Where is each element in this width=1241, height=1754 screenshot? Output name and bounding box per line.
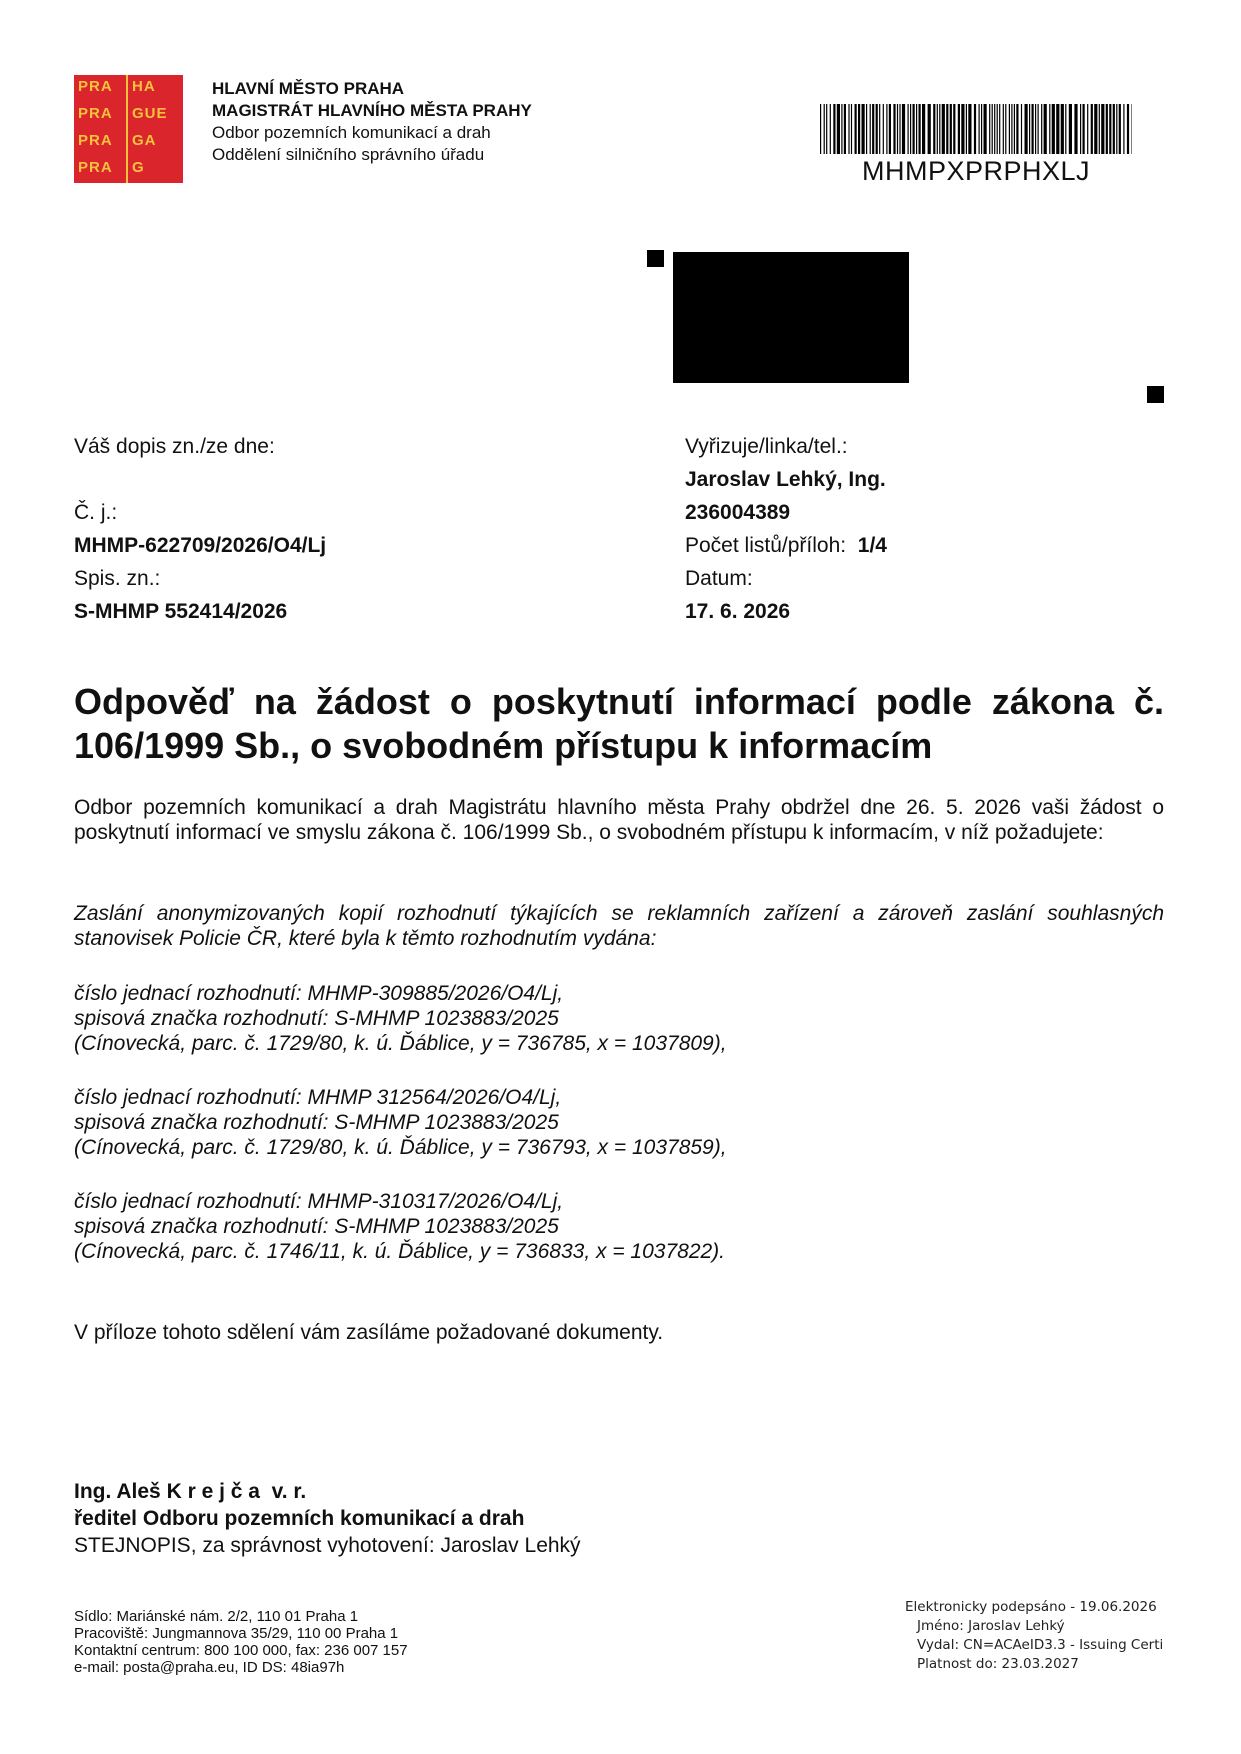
barcode-bar (1014, 104, 1015, 154)
barcode-bar (870, 104, 871, 154)
barcode-bar (1005, 104, 1006, 154)
barcode-bar (979, 104, 980, 154)
closing-paragraph: V příloze tohoto sdělení vám zasíláme požadované dokumenty. (74, 1321, 664, 1344)
barcode-bar (893, 104, 895, 154)
signatory-name: Ing. Aleš K r e j č a v. r. (74, 1480, 307, 1503)
barcode-bar (837, 104, 840, 154)
barcode-bar (1056, 104, 1059, 154)
org-magistrate: MAGISTRÁT HLAVNÍHO MĚSTA PRAHY (212, 101, 532, 120)
barcode-bar (968, 104, 971, 154)
decision-location: (Cínovecká, parc. č. 1729/80, k. ú. Ďáblice, y = 736793, x = 1037859), (74, 1136, 727, 1159)
logo-text-right: G (132, 159, 145, 176)
footer-contact (74, 1608, 408, 1676)
org-section: Oddělení silničního správního úřadu (212, 145, 485, 164)
barcode-bar (848, 104, 849, 154)
barcode-bar (830, 104, 831, 154)
request-paragraph: Zaslání anonymizovaných kopií rozhodnutí týkajících se reklamních zařízení a zároveň zaslání souhlasných stanovisek Policie ČR, které byla k těmto rozhodnutím vydána: (74, 902, 1164, 950)
prague-logo (74, 75, 183, 183)
barcode-bar (1119, 104, 1121, 154)
barcode-bar (928, 104, 931, 154)
barcode-bar (1011, 104, 1012, 154)
intro-paragraph: Odbor pozemních komunikací a drah Magistrátu hlavního města Prahy obdržel dne 26. 5. 2026 vaši žádost o poskytnutí informací ve smyslu zákona č. 106/1999 Sb., o svobodném přístupu k informacím, v níž požadujete: (74, 796, 1164, 844)
date-value: 17. 6. 2026 (685, 600, 791, 623)
barcode-bar (820, 104, 821, 154)
barcode-bar (989, 104, 990, 154)
barcode-bar (994, 104, 995, 154)
barcode-bar (1113, 104, 1115, 154)
spis-label: Spis. zn.: (74, 567, 161, 590)
decision-cj: číslo jednací rozhodnutí: MHMP-310317/2026/O4/Lj, (74, 1190, 564, 1213)
barcode-bar (1069, 104, 1072, 154)
barcode-bar (1127, 104, 1129, 154)
corner-mark (647, 250, 664, 267)
barcode-bar (841, 104, 842, 154)
decision-cj: číslo jednací rozhodnutí: MHMP 312564/2026/O4/Lj, (74, 1086, 562, 1109)
barcode-bar (1074, 104, 1077, 154)
letter-ref-label: Váš dopis zn./ze dne: (74, 435, 275, 458)
esign-date: Elektronicky podepsáno - 19.06.2026 (905, 1599, 1157, 1615)
decision-spis: spisová značka rozhodnutí: S-MHMP 1023883/2025 (74, 1111, 559, 1134)
barcode-bar (950, 104, 952, 154)
barcode-bar (1132, 104, 1133, 154)
org-department: Odbor pozemních komunikací a drah (212, 123, 491, 142)
barcode-bar (946, 104, 948, 154)
barcode-bar (1116, 104, 1117, 154)
barcode-bar (851, 104, 852, 154)
barcode-bar (883, 104, 884, 154)
logo-row (74, 102, 183, 129)
copy-note: STEJNOPIS, za správnost vyhotovení: Jaroslav Lehký (74, 1534, 581, 1557)
footer-address: Sídlo: Mariánské nám. 2/2, 110 01 Praha 1 (74, 1608, 359, 1625)
barcode-bar (858, 104, 860, 154)
barcode-bar (1106, 104, 1108, 154)
decision-item (74, 1085, 1164, 1160)
esign-name: Jméno: Jaroslav Lehký (917, 1618, 1065, 1634)
barcode-bar (910, 104, 911, 154)
barcode-bar (1065, 104, 1066, 154)
barcode-bar (1025, 104, 1028, 154)
handler-info (685, 430, 887, 628)
logo-text-right: HA (132, 78, 156, 95)
barcode-bar (876, 104, 878, 154)
barcode-bar (886, 104, 887, 154)
barcode-bar (1101, 104, 1104, 154)
barcode-bar (1080, 104, 1081, 154)
barcode-bar (1035, 104, 1036, 154)
barcode-bar (974, 104, 976, 154)
logo-text-left: PRA (78, 105, 113, 122)
barcode-bar (933, 104, 935, 154)
barcode-bar (916, 104, 917, 154)
corner-mark (1147, 386, 1164, 403)
barcode-bar (942, 104, 945, 154)
barcode-bar (855, 104, 857, 154)
signature-block (74, 1478, 581, 1559)
barcode-bar (1038, 104, 1039, 154)
barcode-bar (953, 104, 955, 154)
barcode-bar (939, 104, 940, 154)
barcode-bar (902, 104, 905, 154)
decision-spis: spisová značka rozhodnutí: S-MHMP 1023883/2025 (74, 1215, 559, 1238)
logo-row (74, 156, 183, 183)
logo-text-left: PRA (78, 159, 113, 176)
barcode-bar (937, 104, 938, 154)
signatory-role: ředitel Odboru pozemních komunikací a drah (74, 1507, 525, 1530)
barcode-bar (999, 104, 1000, 154)
barcode-bar (889, 104, 891, 154)
esign-validity: Platnost do: 23.03.2027 (917, 1656, 1079, 1672)
barcode (820, 104, 1132, 154)
barcode-bar (1003, 104, 1004, 154)
decision-spis: spisová značka rozhodnutí: S-MHMP 1023883/2025 (74, 1007, 559, 1030)
barcode-bar (1016, 104, 1018, 154)
barcode-bar (966, 104, 967, 154)
handler-phone: 236004389 (685, 501, 791, 524)
decision-item (74, 1189, 1164, 1264)
date-label: Datum: (685, 567, 753, 590)
barcode-bar (1094, 104, 1097, 154)
handler-name: Jaroslav Lehký, Ing. (685, 468, 886, 491)
pages-label: Počet listů/příloh: (685, 534, 847, 557)
barcode-bar (879, 104, 880, 154)
logo-text-left: PRA (78, 78, 113, 95)
pages-value: 1/4 (857, 534, 887, 557)
barcode-bar (997, 104, 998, 154)
barcode-bar (897, 104, 898, 154)
barcode-bar (1052, 104, 1055, 154)
footer-workplace: Pracoviště: Jungmannova 35/29, 110 00 Praha 1 (74, 1625, 399, 1642)
org-city: HLAVNÍ MĚSTO PRAHA (212, 79, 405, 98)
spis-value: S-MHMP 552414/2026 (74, 600, 288, 623)
reference-info (74, 430, 326, 628)
organization-header (212, 78, 532, 166)
logo-text-right: GA (132, 132, 157, 149)
logo-row (74, 75, 183, 102)
barcode-bar (862, 104, 865, 154)
barcode-bar (1123, 104, 1124, 154)
logo-text-left: PRA (78, 132, 113, 149)
document-title: Odpověď na žádost o poskytnutí informací podle zákona č. 106/1999 Sb., o svobodném přístupu k informacím (74, 681, 1164, 766)
barcode-bar (913, 104, 915, 154)
footer-email: e-mail: posta@praha.eu, ID DS: 48ia97h (74, 1659, 345, 1676)
barcode-bar (1083, 104, 1085, 154)
esign-issuer: Vydal: CN=ACAeID3.3 - Issuing Certi (917, 1637, 1164, 1653)
barcode-bar (1091, 104, 1093, 154)
barcode-bar (961, 104, 964, 154)
barcode-bar (1044, 104, 1047, 154)
barcode-bar (992, 104, 993, 154)
redacted-address (673, 252, 909, 383)
barcode-bar (908, 104, 909, 154)
barcode-bar (919, 104, 921, 154)
barcode-bar (1021, 104, 1022, 154)
electronic-signature (905, 1598, 1163, 1674)
barcode-bar (1099, 104, 1100, 154)
logo-row (74, 129, 183, 156)
barcode-bar (833, 104, 835, 154)
barcode-bar (1061, 104, 1064, 154)
cj-value: MHMP-622709/2026/O4/Lj (74, 534, 327, 557)
footer-contact-center: Kontaktní centrum: 800 100 000, fax: 236 007 157 (74, 1642, 408, 1659)
barcode-bar (1087, 104, 1088, 154)
barcode-bar (826, 104, 827, 154)
barcode-bar (844, 104, 846, 154)
barcode-bar (866, 104, 867, 154)
barcode-bar (1009, 104, 1010, 154)
barcode-bar (922, 104, 925, 154)
decision-item (74, 981, 1164, 1056)
barcode-bar (1029, 104, 1030, 154)
decision-location: (Cínovecká, parc. č. 1729/80, k. ú. Ďáblice, y = 736785, x = 1037809), (74, 1032, 727, 1055)
barcode-bar (984, 104, 987, 154)
barcode-bar (899, 104, 900, 154)
barcode-bar (958, 104, 960, 154)
barcode-bar (1032, 104, 1034, 154)
decision-cj: číslo jednací rozhodnutí: MHMP-309885/2026/O4/Lj, (74, 982, 564, 1005)
handler-label: Vyřizuje/linka/tel.: (685, 435, 848, 458)
barcode-bar (872, 104, 874, 154)
pages-row (685, 529, 887, 562)
barcode-bar (824, 104, 825, 154)
barcode-text: MHMPXPRPHXLJ (861, 156, 1091, 186)
barcode-bar (1049, 104, 1050, 154)
barcode-bar (1109, 104, 1111, 154)
decision-location: (Cínovecká, parc. č. 1746/11, k. ú. Ďáblice, y = 736833, x = 1037822). (74, 1240, 725, 1263)
logo-text-right: GUE (132, 105, 168, 122)
cj-label: Č. j.: (74, 501, 118, 524)
barcode-bar (981, 104, 982, 154)
barcode-bar (1041, 104, 1042, 154)
